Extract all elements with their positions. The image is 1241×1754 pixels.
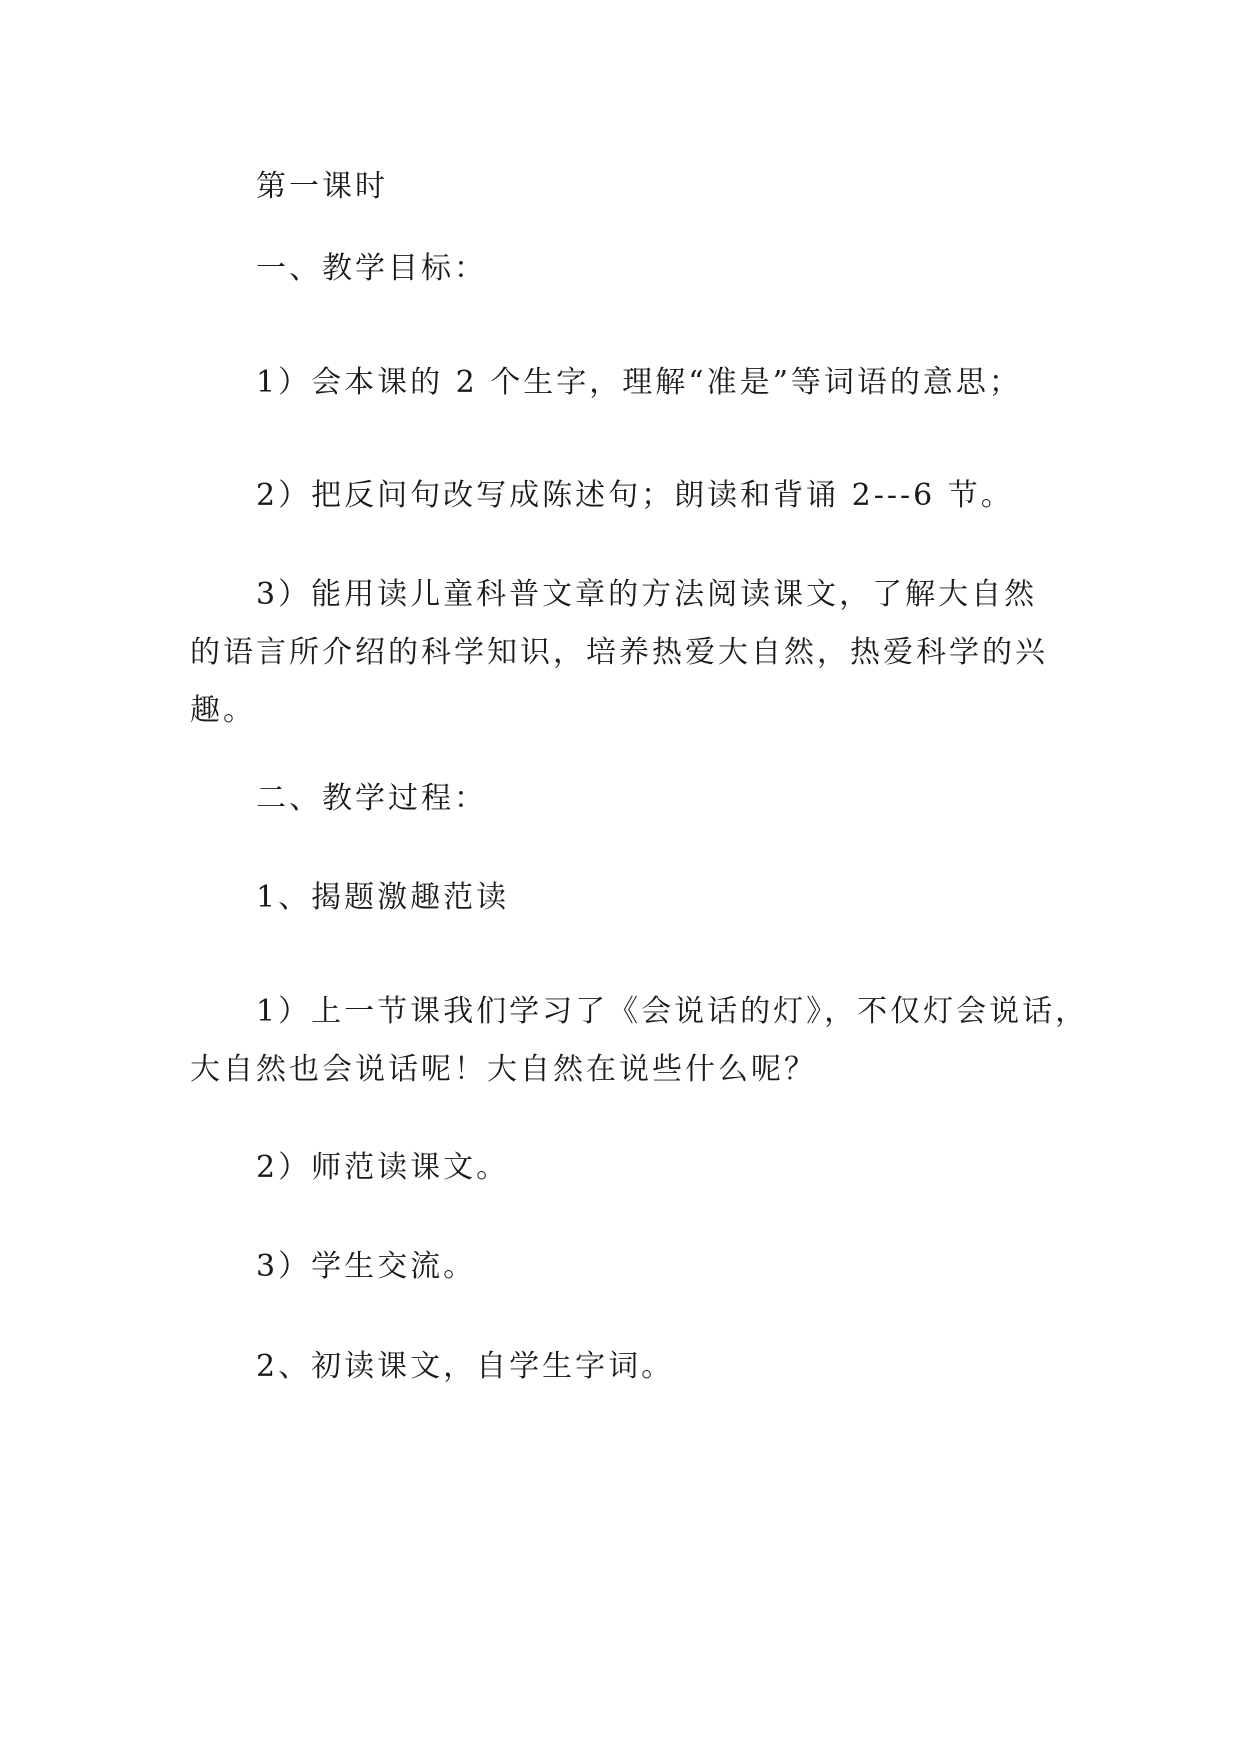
objective-item-2: [190, 467, 1060, 525]
text-line: 1）会本课的 2 个生字，理解“准是”等词语的意思；: [256, 365, 1022, 400]
step-item-2: [190, 1139, 1060, 1197]
step-heading-1: [190, 869, 1060, 927]
text-line: 2）师范读课文。: [256, 1150, 510, 1185]
step-item-3: [190, 1238, 1060, 1296]
text-line: 1）上一节课我们学习了《会说话的灯》，不仅灯会说话，: [256, 994, 1089, 1029]
section-heading-process: [190, 770, 1060, 828]
step-heading-2: [190, 1338, 1060, 1396]
text-line: 3）能用读儿童科普文章的方法阅读课文，了解大自然: [256, 577, 1038, 612]
text-line: 大自然也会说话呢！大自然在说些什么呢？: [190, 1052, 817, 1087]
text-line: 二、教学过程：: [256, 781, 487, 816]
text-line: 第一课时: [256, 169, 388, 204]
objective-item-1: [190, 354, 1060, 412]
objective-item-3: [190, 566, 1060, 740]
text-line: 一、教学目标：: [256, 251, 487, 286]
text-line: 3）学生交流。: [256, 1249, 477, 1284]
text-line: 2、初读课文，自学生字词。: [256, 1349, 675, 1384]
step-item-1: [190, 983, 1089, 1099]
text-line: 的语言所介绍的科学知识，培养热爱大自然，热爱科学的兴: [190, 635, 1048, 670]
text-line: 趣。: [190, 693, 256, 728]
text-line: 2）把反问句改写成陈述句；朗读和背诵 2---6 节。: [256, 478, 1014, 513]
lesson-heading: [190, 158, 1060, 216]
text-line: 1、揭题激趣范读: [256, 880, 510, 915]
section-heading-objectives: [190, 240, 1060, 298]
